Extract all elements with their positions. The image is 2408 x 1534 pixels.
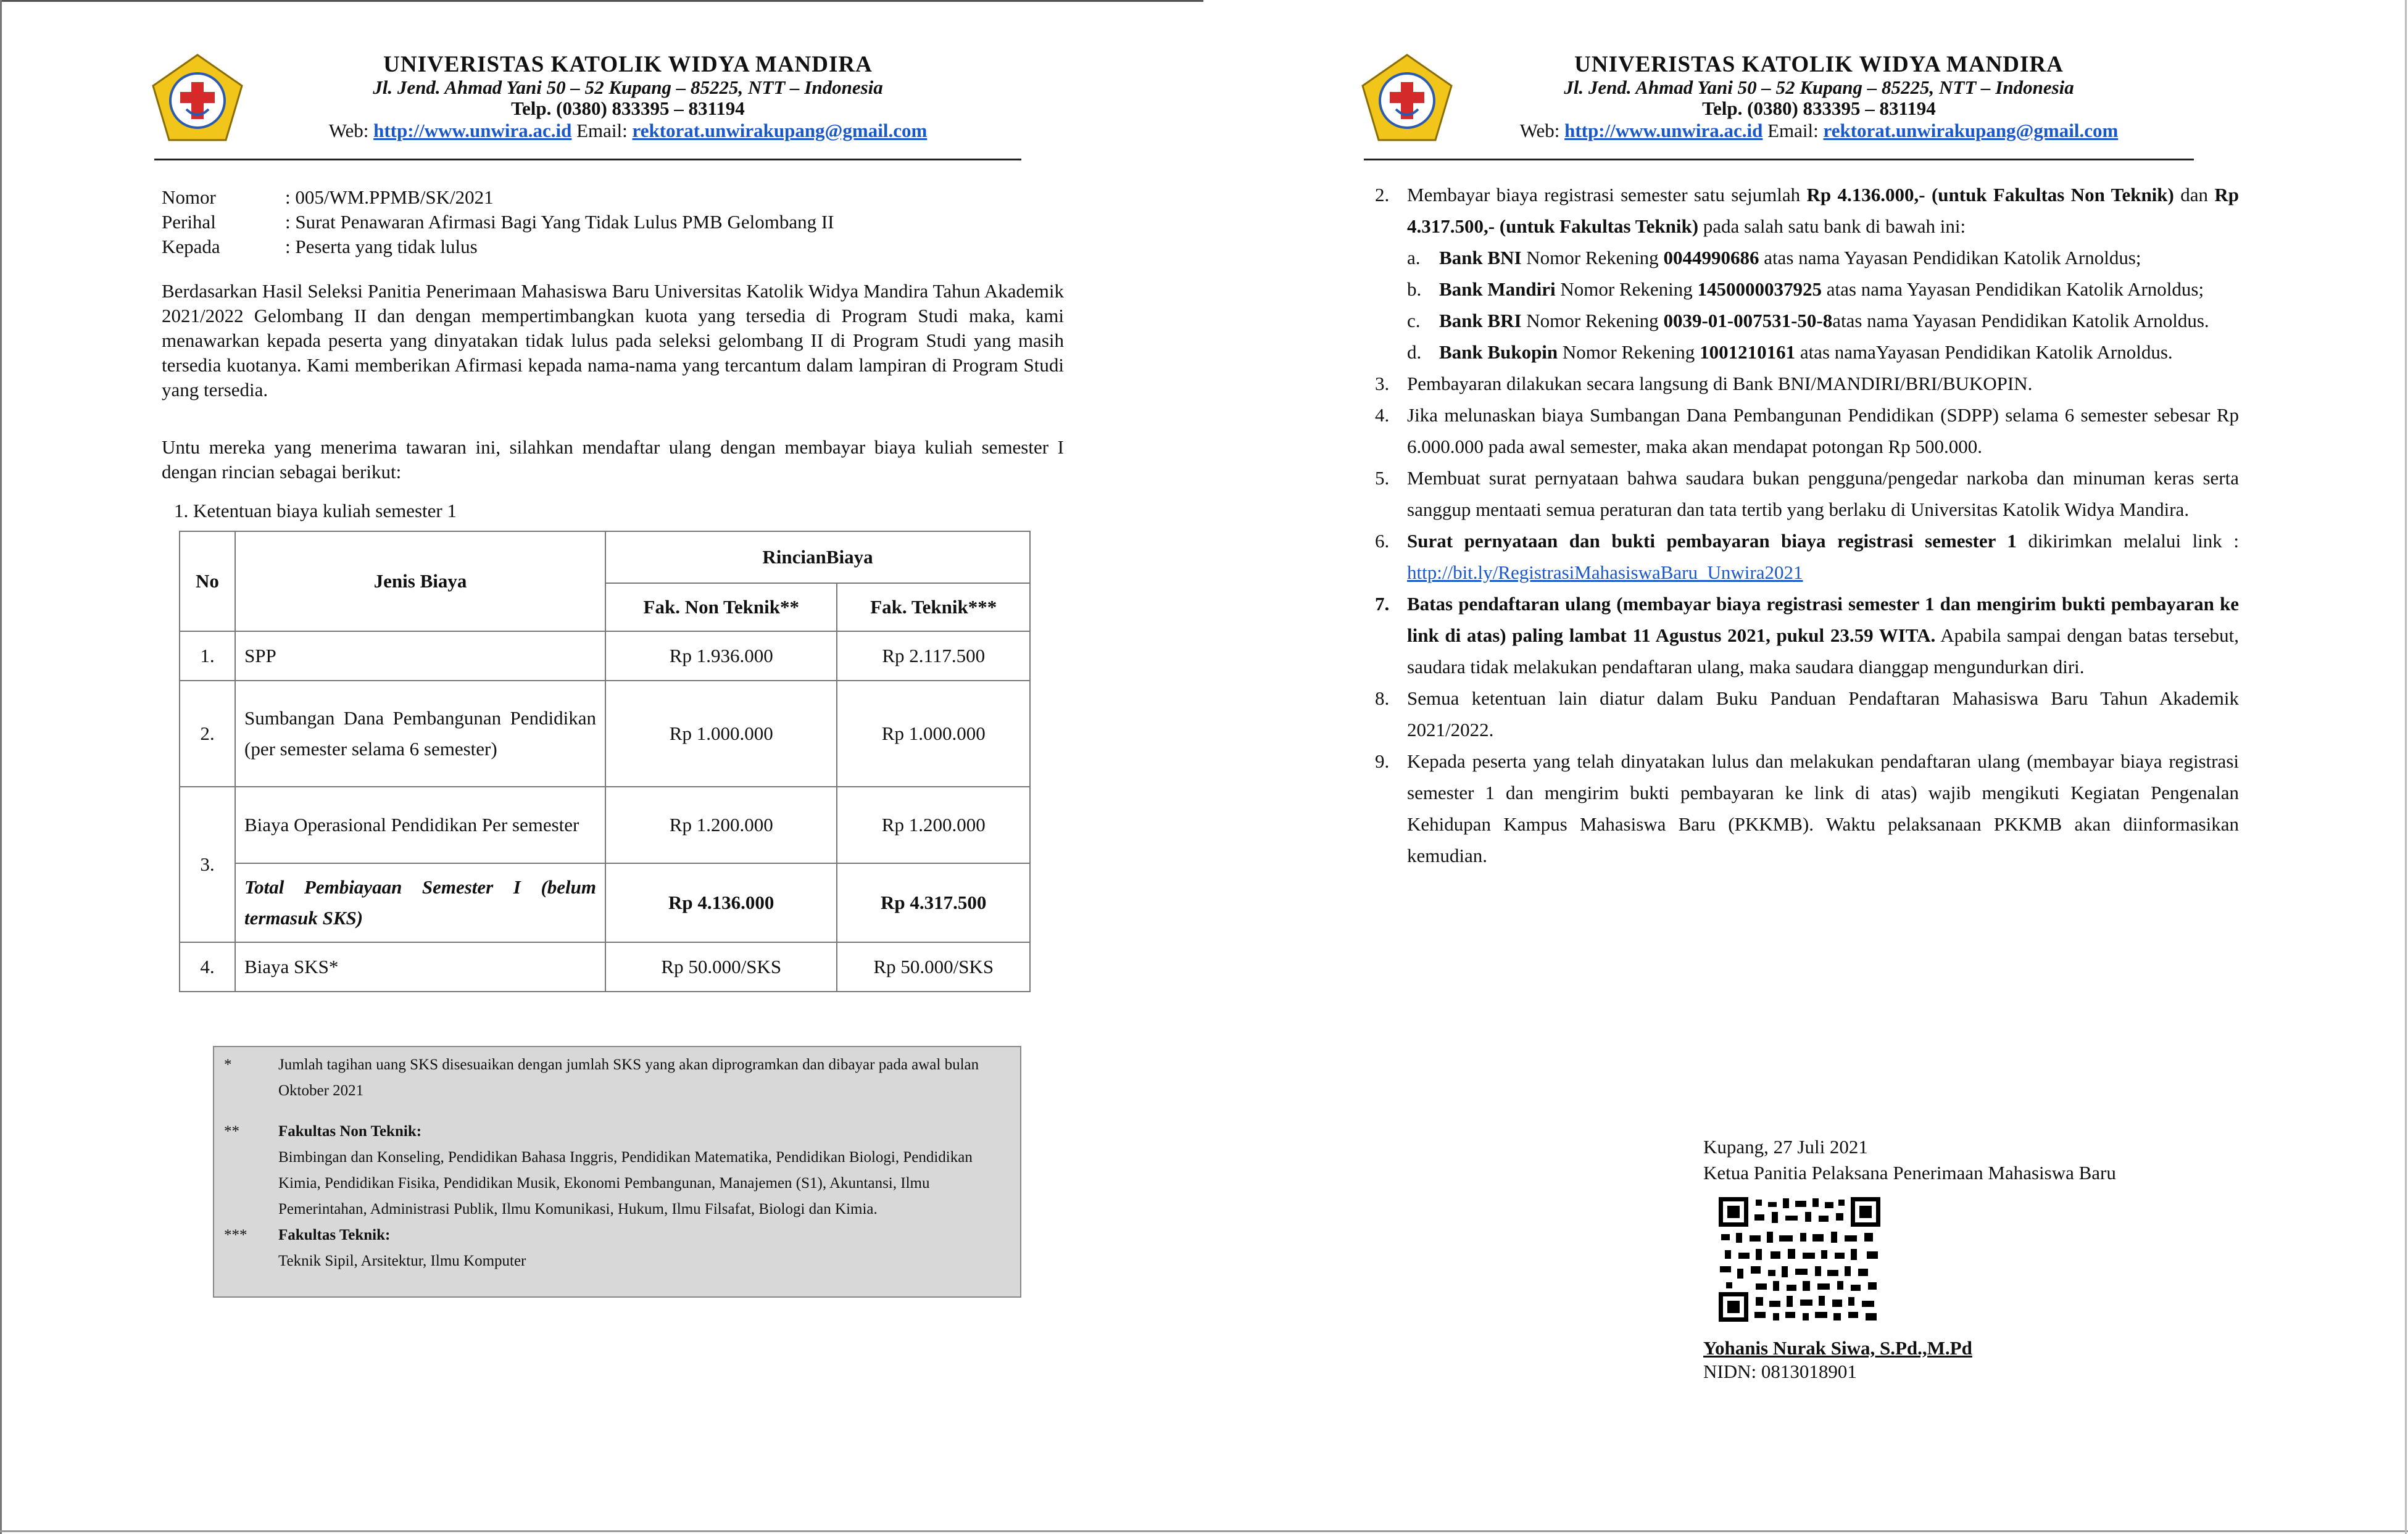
cell-jenis: Sumbangan Dana Pembangunan Pendidikan (per semester selama 6 semester) [235, 681, 605, 787]
col-non-teknik: Fak. Non Teknik** [605, 583, 837, 631]
footnote-text [278, 1222, 1010, 1274]
footnote-box [213, 1046, 1021, 1298]
meta-value: : Surat Penawaran Afirmasi Bagi Yang Tidak Lulus PMB Gelombang II [285, 211, 834, 233]
item-text: Semua ketentuan lain diatur dalam Buku Panduan Pendaftaran Mahasiswa Baru Tahun Akademik 2021/2022. [1407, 687, 2239, 740]
meta-nomor [162, 185, 1063, 210]
letterhead [1358, 52, 2194, 164]
text-run: Nomor Rekening [1555, 278, 1698, 300]
footnote-title: Fakultas Teknik: [278, 1227, 391, 1243]
email-label: Email: [1767, 120, 1819, 141]
footnote-list: Bimbingan dan Konseling, Pendidikan Bahasa Inggris, Pendidikan Matematika, Pendidikan Biologi, Pendidikan Kimia, Pendidikan Fisika, Pendidikan Musik, Ekonomi Pembangunan, Manajemen (S1), Akuntansi, Ilmu Pemerintahan, Administrasi Publik, Ilmu Komunikasi, Hukum, Ilmu Filsafat, Biologi dan Kimia. [278, 1149, 973, 1217]
footnote-non-teknik [224, 1119, 1010, 1222]
web-label: Web: [328, 120, 369, 141]
footnote-list: Teknik Sipil, Arsitektur, Ilmu Komputer [278, 1253, 526, 1269]
university-logo-icon [148, 52, 247, 145]
sub-letter: c. [1407, 310, 1421, 331]
instruction-paragraph: Untu mereka yang menerima tawaran ini, silahkan mendaftar ulang dengan membayar biaya kuliah semester I dengan rincian sebagai berikut: [162, 436, 1064, 483]
web-email-line [235, 119, 1021, 143]
sub-text [1439, 336, 2173, 368]
text-run: Apabila sampai dengan batas tersebut, saudara tidak melakukan pendaftaran ulang, maka saudara dianggap mengundurkan diri. [1407, 624, 2239, 678]
email-link[interactable]: rektorat.unwirakupang@gmail.com [1823, 120, 2119, 141]
list-item-2 [1375, 179, 2239, 368]
bank-name: Bank Mandiri [1439, 278, 1556, 300]
frame-right-line [2405, 0, 2407, 1534]
item-number: 8. [1375, 687, 1390, 709]
qr-code-icon [1719, 1197, 1880, 1322]
text-run: atas nama Yayasan Pendidikan Katolik Arnoldus. [1832, 310, 2209, 331]
account-number: 1450000037925 [1697, 278, 1822, 300]
university-name: UNIVERISTAS KATOLIK WIDYA MANDIRA [1574, 52, 2064, 77]
bank-item-bri [1407, 305, 2239, 336]
list-item-7 [1375, 588, 2239, 682]
table-row [180, 787, 1030, 863]
footnote-mark: ** [224, 1123, 239, 1140]
text-run: Nomor Rekening [1521, 247, 1664, 268]
letterhead-text [1444, 52, 2194, 143]
item-number: 5. [1375, 467, 1390, 489]
fee-list-item-1: 1. Ketentuan biaya kuliah semester 1 [174, 500, 457, 521]
list-item-9 [1375, 745, 2239, 871]
signature-block [1703, 1134, 2116, 1186]
cell-teknik: Rp 2.117.500 [837, 631, 1030, 681]
cell-total-teknik: Rp 4.317.500 [837, 863, 1030, 942]
sub-letter: b. [1407, 278, 1422, 300]
col-no: No [180, 531, 235, 631]
text-run: Membayar biaya registrasi semester satu sejumlah [1407, 184, 1807, 205]
letterhead-divider [154, 159, 1021, 160]
cell-non-teknik: Rp 1.936.000 [605, 631, 837, 681]
footnote-mark: * [224, 1056, 232, 1073]
text-run: dikirimkan melalui link : [2016, 530, 2239, 552]
footnote-text: Jumlah tagihan uang SKS disesuaikan dengan jumlah SKS yang akan diprogramkan dan dibayar pada awal bulan Oktober 2021 [278, 1056, 979, 1099]
table-row [180, 631, 1030, 681]
frame-left-line [0, 0, 2, 1534]
col-jenis: Jenis Biaya [235, 531, 605, 631]
letterhead-divider [1364, 159, 2194, 160]
table-row [180, 681, 1030, 787]
web-link[interactable]: http://www.unwira.ac.id [1564, 120, 1763, 141]
cell-teknik: Rp 50.000/SKS [837, 942, 1030, 992]
email-label: Email: [576, 120, 628, 141]
signature-place-date: Kupang, 27 Juli 2021 [1703, 1136, 1868, 1158]
sub-letter: d. [1407, 341, 1422, 363]
text-run: atas nama Yayasan Pendidikan Katolik Arnoldus; [1759, 247, 2141, 268]
text-run: dan [2173, 184, 2215, 205]
list-item-8 [1375, 682, 2239, 745]
table-total-row [180, 863, 1030, 942]
web-email-line [1444, 119, 2194, 143]
text-bold: Surat pernyataan dan bukti pembayaran biaya registrasi semester 1 [1407, 530, 2017, 552]
cell-total-label: Total Pembiayaan Semester I (belum termasuk SKS) [235, 863, 605, 942]
bank-name: Bank BRI [1439, 310, 1522, 331]
university-address: Jl. Jend. Ahmad Yani 50 – 52 Kupang – 85225, NTT – Indonesia [373, 77, 883, 98]
meta-key: Perihal [162, 211, 216, 233]
university-address: Jl. Jend. Ahmad Yani 50 – 52 Kupang – 85225, NTT – Indonesia [1564, 77, 2074, 98]
item-text [1407, 179, 2239, 368]
footnote-teknik [224, 1222, 1010, 1274]
footnote-sks [224, 1052, 1010, 1104]
fee-table [179, 531, 1031, 992]
bank-item-bni [1407, 242, 2239, 273]
item-text [1407, 588, 2239, 682]
text-bold: Rp 4.317.500,- (untuk Fakultas Teknik) [1407, 184, 2239, 237]
table-row [180, 942, 1030, 992]
item-text: Kepada peserta yang telah dinyatakan lulus dan melakukan pendaftaran ulang (membayar biaya registrasi semester 1 dan mengirim bukti pembayaran ke link di atas) wajib mengikuti Kegiatan Pengenalan Kehidupan Kampus Mahasiswa Baru (PKKMB). Waktu pelaksanaan PKKMB akan diinformasikan kemudian. [1407, 750, 2239, 866]
list-item-6 [1375, 525, 2239, 588]
cell-total-non-teknik: Rp 4.136.000 [605, 863, 837, 942]
item-number: 4. [1375, 404, 1390, 426]
text-bold: Rp 4.136.000,- (untuk Fakultas Non Teknik) [1806, 184, 2174, 205]
account-number: 1001210161 [1700, 341, 1796, 363]
list-item-4 [1375, 399, 2239, 462]
cell-jenis: Biaya SKS* [235, 942, 605, 992]
meta-value: : Peserta yang tidak lulus [285, 236, 478, 257]
web-label: Web: [1519, 120, 1560, 141]
item-number: 6. [1375, 530, 1390, 552]
meta-kepada [162, 234, 1063, 259]
meta-key: Kepada [162, 236, 220, 257]
cell-no: 1. [180, 631, 235, 681]
item-text: Membuat surat pernyataan bahwa saudara bukan pengguna/pengedar narkoba dan minuman keras serta sanggup mentaati semua peraturan dan tata tertib yang berlaku di Universitas Katolik Widya Mandira. [1407, 467, 2239, 520]
university-name: UNIVERISTAS KATOLIK WIDYA MANDIRA [383, 52, 873, 77]
meta-key: Nomor [162, 186, 216, 208]
cell-no: 2. [180, 681, 235, 787]
cell-no: 3. [180, 787, 235, 942]
text-bold: Batas pendaftaran ulang (membayar biaya registrasi semester 1 dan mengirim bukti pembayaran ke link di atas) paling lambat 11 Agustus 2021, pukul 23.59 WITA. [1407, 593, 2239, 646]
requirements-list [1375, 179, 2239, 871]
email-link[interactable]: rektorat.unwirakupang@gmail.com [632, 120, 928, 141]
text-run: atas nama Yayasan Pendidikan Katolik Arnoldus; [1822, 278, 2204, 300]
intro-paragraph: Berdasarkan Hasil Seleksi Panitia Penerimaan Mahasiswa Baru Universitas Katolik Widya Mandira Tahun Akademik 2021/2022 Gelombang II dan dengan mempertimbangkan kuota yang tersedia di Program Studi maka, kami menawarkan kepada peserta yang dinyatakan tidak lulus pada seleksi gelombang II di Program Studi yang masih tersedia kuotanya. Kami memberikan Afirmasi kepada nama-nama yang tercantum dalam lampiran di Program Studi yang tersedia. [162, 280, 1064, 400]
footnote-text [278, 1119, 1010, 1222]
item-number: 2. [1375, 184, 1390, 205]
university-phone: Telp. (0380) 833395 – 831194 [1702, 97, 1936, 119]
list-item-3 [1375, 368, 2239, 399]
cell-no: 4. [180, 942, 235, 992]
university-logo-icon [1358, 52, 1456, 145]
cell-jenis: SPP [235, 631, 605, 681]
meta-value: : 005/WM.PPMB/SK/2021 [285, 186, 494, 208]
footnote-title: Fakultas Non Teknik: [278, 1123, 422, 1140]
web-link[interactable]: http://www.unwira.ac.id [373, 120, 572, 141]
bank-name: Bank Bukopin [1439, 341, 1558, 363]
signatory-nidn: NIDN: 0813018901 [1703, 1361, 1857, 1382]
account-number: 0044990686 [1663, 247, 1759, 268]
item-number: 7. [1375, 593, 1390, 615]
item-text: Pembayaran dilakukan secara langsung di Bank BNI/MANDIRI/BRI/BUKOPIN. [1407, 373, 2033, 394]
cell-non-teknik: Rp 50.000/SKS [605, 942, 837, 992]
bank-item-bukopin [1407, 336, 2239, 368]
frame-top-line [0, 0, 1203, 2]
text-run: pada salah satu bank di bawah ini: [1698, 215, 1966, 237]
item-number: 3. [1375, 373, 1390, 394]
col-rincian: RincianBiaya [605, 531, 1030, 583]
university-phone: Telp. (0380) 833395 – 831194 [511, 97, 745, 119]
text-run: Nomor Rekening [1558, 341, 1700, 363]
sub-text [1439, 273, 2204, 305]
bank-name: Bank BNI [1439, 247, 1522, 268]
sub-text [1439, 305, 2209, 336]
letterhead [148, 52, 1021, 164]
signatory-name: Yohanis Nurak Siwa, S.Pd.,M.Pd [1703, 1337, 1972, 1359]
text-run: atas namaYayasan Pendidikan Katolik Arnoldus. [1795, 341, 2173, 363]
letterhead-text [235, 52, 1021, 143]
bank-item-mandiri [1407, 273, 2239, 305]
cell-non-teknik: Rp 1.200.000 [605, 787, 837, 863]
sub-letter: a. [1407, 247, 1421, 268]
list-item-5 [1375, 462, 2239, 525]
account-number: 0039-01-007531-50-8 [1663, 310, 1833, 331]
letter-meta [162, 185, 1063, 259]
registration-link[interactable]: http://bit.ly/RegistrasiMahasiswaBaru_Unwira2021 [1407, 562, 1803, 583]
meta-perihal [162, 210, 1063, 234]
item-number: 9. [1375, 750, 1390, 772]
cell-teknik: Rp 1.000.000 [837, 681, 1030, 787]
cell-jenis: Biaya Operasional Pendidikan Per semester [235, 787, 605, 863]
cell-teknik: Rp 1.200.000 [837, 787, 1030, 863]
text-run: Nomor Rekening [1521, 310, 1664, 331]
footnote-mark: *** [224, 1227, 247, 1243]
sub-text [1439, 242, 2141, 273]
table-header-row [180, 531, 1030, 583]
signature-role: Ketua Panitia Pelaksana Penerimaan Mahasiswa Baru [1703, 1162, 2116, 1184]
col-teknik: Fak. Teknik*** [837, 583, 1030, 631]
frame-bottom-line [0, 1530, 2408, 1532]
item-text: Jika melunaskan biaya Sumbangan Dana Pembangunan Pendidikan (SDPP) selama 6 semester sebesar Rp 6.000.000 pada awal semester, maka akan mendapat potongan Rp 500.000. [1407, 404, 2239, 457]
cell-non-teknik: Rp 1.000.000 [605, 681, 837, 787]
item-text [1407, 525, 2239, 588]
